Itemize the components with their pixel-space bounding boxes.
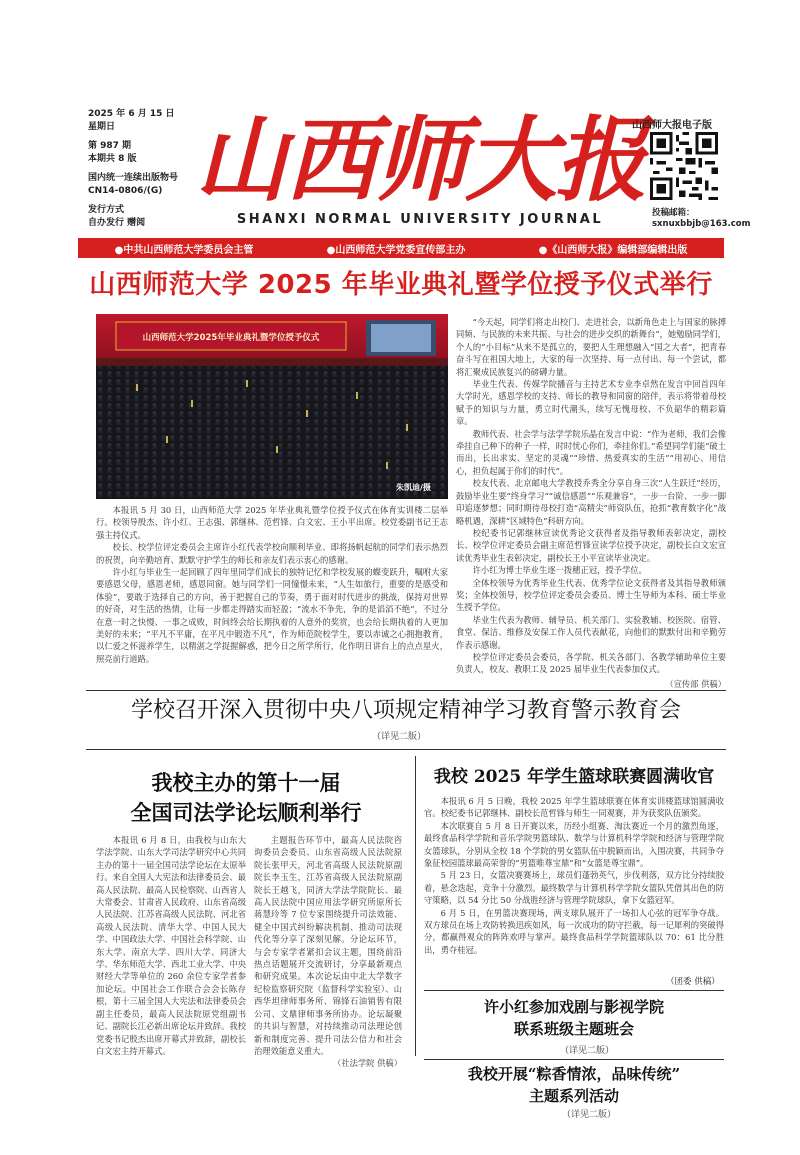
photo-banner-text: 山西师范大学2025年毕业典礼暨学位授予仪式 [142, 333, 320, 343]
basketball-paragraph: 本次联赛自 5 月 8 日开赛以来，历经小组赛、淘汰赛近一个月的激烈角逐，最终食品科学学院和音乐学院男篮球队、数学与计算机科学学院和经济与管理学院女篮球队，分别从全校 18 个学院的男女篮队伍中脱颖而出，入围决赛，共同争夺象征校园篮球最高荣誉的“男篮唯尊宝鼎”和“女篮是尊宝鼎”。 [424, 820, 724, 869]
forum-credit: （社法学院 供稿） [332, 1058, 402, 1069]
lead-paragraph: 校长、校学位评定委员会主席许小红代表学校向顺利毕业、即将扬帆起航的同学们表示热烈的祝贺，向辛勤培育、默默守护学生的师长和亲友们表示衷心的感谢。 [96, 542, 448, 565]
drama-headline-line-1: 许小红参加戏剧与影视学院 [483, 998, 664, 1016]
lead-paragraph: 全体校领导为优秀毕业生代表、优秀学位论文获得者及其指导教师颁奖；全体校领导，校学位评定委员会委员、博士生导师为本科、硕士毕业生授予学位。 [456, 577, 726, 613]
basketball-credit: （团委 供稿） [666, 977, 720, 987]
issue-weekday: 星期日 [88, 122, 116, 132]
distribution-label: 发行方式 [88, 205, 125, 215]
lead-paragraph: 毕业生代表、传媒学院播音与主持艺术专业李卓然在发言中回首四年大学时光，感恩学校的支持、师长的教导和同窗的陪伴，表示将带着母校赋予的知识与力量，勇立时代潮头，续写无愧母校、不负韶华的精彩篇章。 [456, 379, 726, 427]
divider [86, 690, 726, 691]
feature-see-page: （详见二版） [372, 732, 427, 742]
serial-number: CN14-0806/(G) [88, 186, 163, 196]
serial-label: 国内统一连续出版物号 [88, 173, 179, 183]
basketball-paragraph: 5 月 23 日，女篮决赛赛场上，球员们蓬勃英气，步伐利落，双方比分持续胶着，悬念迭起，竞争十分激烈。最终数学与计算机科学学院女篮队凭借其出色的防守策略，以 54 分比 50 分战胜经济与管理学院球队，拿下女篮冠军。 [424, 870, 724, 906]
forum-column-1 [96, 834, 246, 1072]
divider [424, 990, 724, 991]
lead-paragraph: 许小红与毕业生一起回顾了四年里同学们成长的独特记忆和学校发展的蝶变跃升，嘱咐大家要感恩父母，感恩老师，感恩同窗。她与同学们一同憧憬未来，“人生如旅行，重要的是感受和体验”，要敢于选择自己的方向，善于把握自己的节奏，勇于面对时代进步的挑战，保持对世界的好奇，对生活的热情，让每一步都走得踏实而轻盈；“流水不争先，争的是滔滔不绝”，不过分在意一时之快慢、一事之成败，时间终会给长期执着的人意外的奖赏，也会给长期执着的人更加美好的未来；“平凡不平庸，在平凡中锻造不凡”，作为师范院校学生，要以赤诚之心拥抱教育，以仁爱之怀滋养学生，以精湛之学捉握解惑，把今日之所学所行，化作明日讲台上的点点星火，照亮前行道路。 [96, 567, 448, 664]
feature-headline[interactable]: 学校召开深入贯彻中央八项规定精神学习教育警示教育会 [130, 698, 681, 723]
zongzi-headline-line-1: 我校开展“粽香情浓，品味传统” [467, 1065, 681, 1083]
newspaper-logo [194, 100, 646, 214]
lead-paragraph: 许小红为博士毕业生逐一拨穗正冠，授予学位。 [472, 565, 647, 576]
forum-paragraph: 本报讯 6 月 8 日，由我校与山东大学法学院、山东大学司法学研究中心共同主办的第十一届全国司法学论坛在太原举行。来自全国人大宪法和法律委员会、最高人民法院、最高人民检察院、山西省人大常委会、甘肃省人民政府、山东省高级人民法院、江苏省高级人民法院、河北省高级人民法院、清华大学、中国人民大学、中国政法大学、中国社会科学院、山东大学、南京大学、四川大学、同济大学、华东师范大学、西北工业大学、中央财经大学等单位的 260 余位专家学者参加论坛。中国社会工作联合会会长陈存根，第十三届全国人大宪法和法律委员会副主任委员，最高人民法院原党组副书记、副院长江必新出席论坛并致辞。我校党委书记殷杰出席开幕式并致辞，副校长白文宏主持开幕式。 [96, 835, 246, 1056]
contact-email[interactable]: sxnuxbbjb@163.com [652, 219, 751, 229]
basketball-body [424, 795, 724, 975]
lead-column-1 [96, 504, 448, 666]
ceremony-photo [96, 314, 448, 499]
lead-headline[interactable]: 山西师范大学 2025 年毕业典礼暨学位授予仪式举行 [89, 270, 713, 300]
qr-code-icon[interactable] [650, 132, 718, 200]
issue-number: 第 987 期 [88, 141, 132, 151]
basketball-paragraph: 6 月 5 日，在男篮决赛现场，两支球队展开了一场扣人心弦的冠军争夺战。双方球员在场上攻防转换迅疾如风，每一次成功的防守拦截，每一记犀利的突破得分，都赢得观众的阵阵欢呼与掌声。最终食品科学学院篮球队以 70：61 比分胜出，勇夺桂冠。 [424, 907, 724, 955]
lead-paragraph: 校学位评定委员会委员，各学院、机关各部门、各教学辅助单位主要负责人，校友、教职工及 2025 届毕业生代表参加仪式。 [456, 651, 726, 675]
column-divider [415, 756, 416, 1056]
issue-date: 2025 年 6 月 15 日 [88, 109, 175, 119]
lead-paragraph: 毕业生代表为教师、辅导员、机关部门、实验教辅、校医院、宿管、食堂、保洁、维修及安保工作人员代表献花，向他们的默默付出和辛勤劳作表示感谢。 [456, 614, 726, 650]
sponsor-bar [78, 238, 724, 258]
contact-block [652, 208, 751, 230]
zongzi-see-page: （详见二版） [562, 1110, 617, 1120]
forum-headline[interactable] [96, 768, 396, 828]
lead-credit: （宣传部 供稿） [665, 678, 726, 689]
divider [86, 749, 726, 750]
sponsor-item: ●山西师范大学党委宣传部主办 [326, 244, 466, 256]
lead-paragraph: 校友代表、北京邮电大学教授乔秀全分享自身三次“人生跃迁”经历，鼓励毕业生要“终身学习”“诚信感恩”“乐观兼容”，一步一台阶、一步一脚印追逐梦想；同时期待母校打造“高精尖”师资队伍，抢抓“教育数字化”战略机遇，深耕“区域特色”科研方向。 [456, 478, 726, 526]
photo-credit: 朱凯迪/摄 [396, 483, 431, 492]
divider [424, 1059, 724, 1060]
contact-label: 投稿邮箱： [652, 208, 695, 218]
lead-paragraph: 教师代表、社会学与法学学院乐晶在发言中说：“作为老师，我们会像牵挂自己种下的种子一样，时时忧心你们，牵挂你们。”希望同学们能“破土而出，长出求实、坚定的灵魂”“珍惜、热爱真实的生活”“用初心、用信心，担负起属于你们的时代”。 [456, 428, 726, 476]
distribution-value: 自办发行 赠阅 [88, 218, 146, 228]
basketball-paragraph: 本报讯 6 月 5 日晚，我校 2025 年学生篮球联赛在体育实训楼篮球馆圆满收官。校纪委书记郭继林、副校长范哲锋与师生一同观赛，并为获奖队伍颁奖。 [424, 796, 724, 819]
forum-column-2 [254, 834, 402, 1072]
issue-pages: 本期共 8 版 [88, 154, 137, 164]
zongzi-headline-line-2: 主题系列活动 [528, 1087, 619, 1105]
forum-paragraph: 主题报告环节中，最高人民法院咨询委员会委员、山东省高级人民法院原院长张甲天，河北省高级人民法院原副院长李玉生，江苏省高级人民法院原副院长王越飞，同济大学法学院院长、最高人民法院中国应用法学研究所原所长蒋慧玲等 7 位专家围绕提升司法效能、健全中国式纠纷解决机制、推动司法现代化等分享了深刻见解。分论坛环节，与会专家学者紧扣会议主题，围绕前沿热点话题展开交流研讨，分享最新观点和研究成果。本次论坛由中北大学数字纪检监察研究院（监督科学实验室）、山西华坦律师事务所、锦锋石油销售有限公司、文鼎律师事务所协办。论坛凝聚的共识与智慧，对持续推动司法理论创新和制度完善、提升司法公信力和社会治理效能意义重大。 [254, 835, 402, 1056]
lead-paragraph: 本报讯 5 月 30 日，山西师范大学 2025 年毕业典礼暨学位授予仪式在体育实训楼二层举行。校领导殷杰、许小红、王志强、郭继林、范哲锋、白文宏、王小平出席。校党委副书记王志强主持仪式。 [96, 505, 448, 540]
drama-headline-line-2: 联系班级主题班会 [513, 1020, 634, 1038]
lead-paragraph: “今天起，同学们将走出校门、走进社会，以新角色走上与国家的脉搏同频、与民族的未来共振、与社会的进步交织的新舞台”，她勉励同学们，个人的“小目标”从来不是孤立的，要把人生理想融入“国之大者”，把青春奋斗写在祖国大地上，大家的每一次坚持、每一点付出、每一个尝试，都将汇聚成民族复兴的磅礴力量。 [456, 317, 726, 377]
forum-headline-line-2: 全国司法学论坛顺利举行 [130, 800, 362, 825]
drama-headline[interactable] [424, 996, 724, 1040]
logo-english: SHANXI NORMAL UNIVERSITY JOURNAL [236, 212, 604, 227]
lead-paragraph: 校纪委书记郭继林宣读优秀论文获得者及指导教师表彰决定，副校长、校学位评定委员会副主席范哲锋宣读学位授予决定，副校长白文宏宣读优秀毕业生表彰决定，副校长王小平宣读毕业决定。 [456, 527, 726, 563]
sponsor-item: ●《山西师大报》编辑部编辑出版 [538, 244, 688, 256]
logo-text: 山西师大报 [194, 106, 646, 214]
lead-column-2 [456, 316, 726, 689]
forum-headline-line-1: 我校主办的第十一届 [151, 770, 341, 795]
epaper-label: 山西师大报电子版 [632, 120, 712, 131]
basketball-headline[interactable]: 我校 2025 年学生篮球联赛圆满收官 [433, 767, 715, 787]
sponsor-item: ●中共山西师范大学委员会主管 [114, 244, 254, 256]
masthead-meta [88, 108, 198, 230]
drama-see-page: （详见二版） [560, 1046, 615, 1056]
zongzi-headline[interactable] [424, 1063, 724, 1107]
